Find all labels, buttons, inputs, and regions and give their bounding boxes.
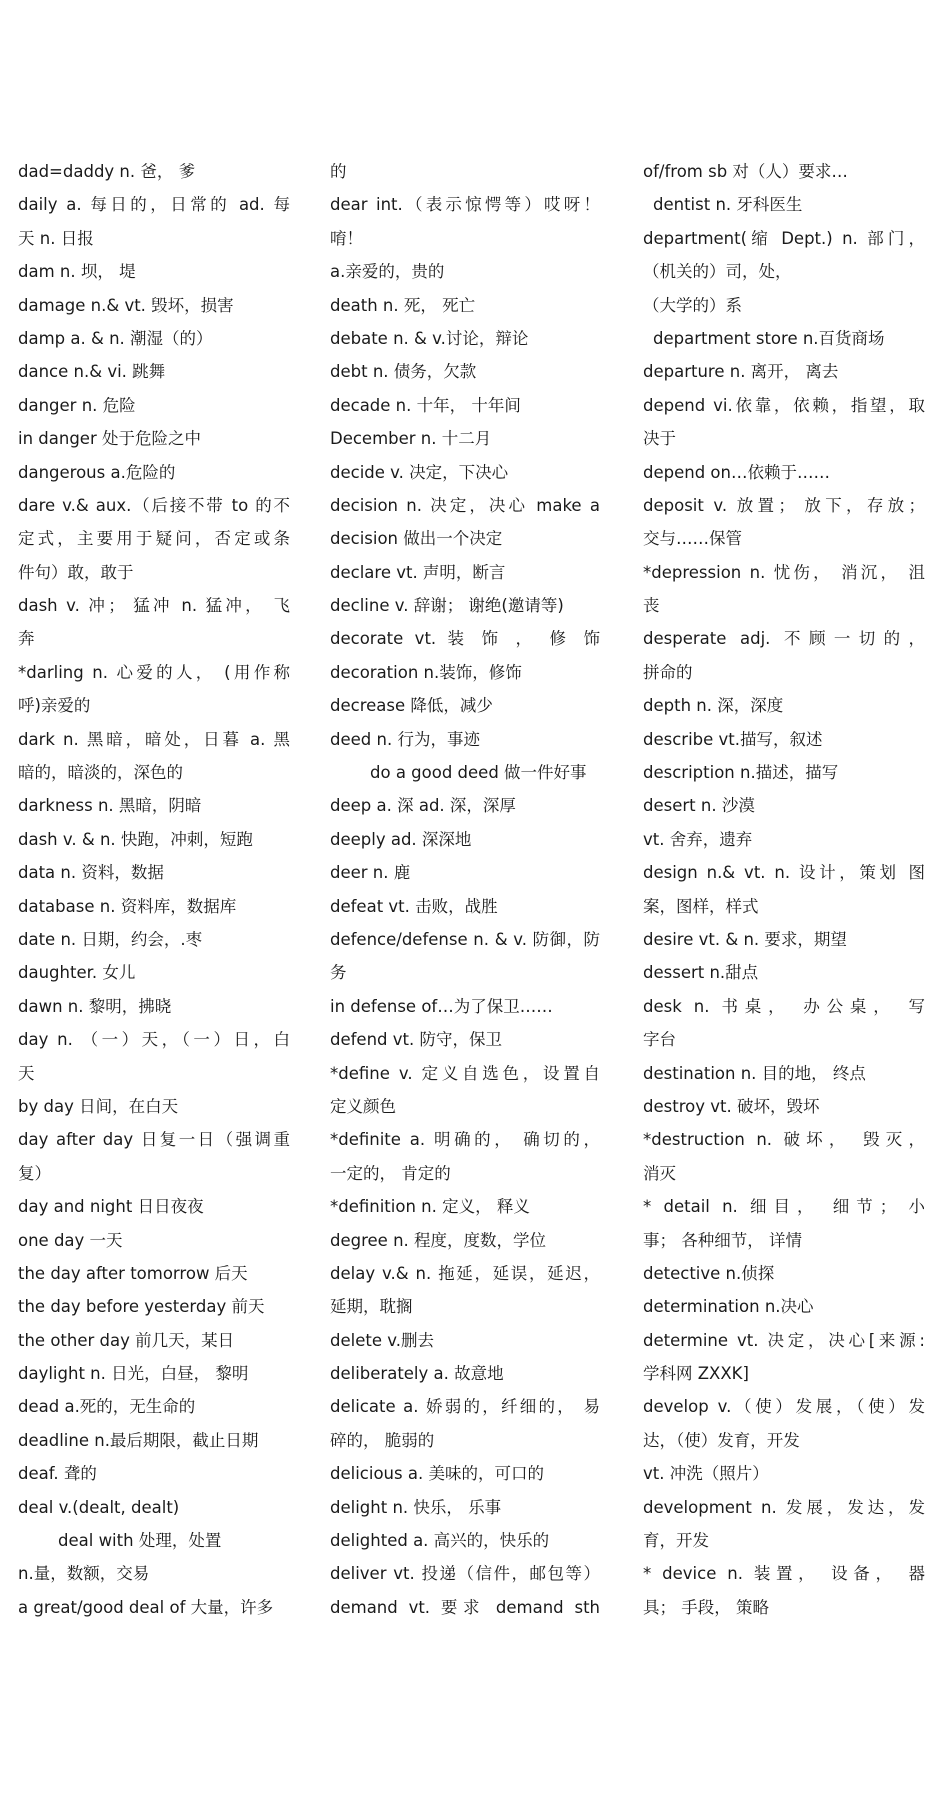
- entry-line: * device n. 装置， 设备， 器: [643, 1564, 925, 1584]
- entry-line: develop v.（使）发展，（使）发: [643, 1397, 925, 1417]
- entry-line: decorate vt. 装 饰 ， 修 饰: [330, 629, 600, 649]
- entry-line: deadline n.最后期限，截止日期: [18, 1430, 259, 1450]
- entry-line: determination n.决心: [643, 1297, 814, 1317]
- entry-line: dam n. 坝， 堤: [18, 262, 136, 282]
- column-3: [643, 155, 925, 1624]
- entry-line: 唷！: [330, 228, 363, 248]
- entry-line: daylight n. 日光，白昼， 黎明: [18, 1364, 249, 1384]
- entry-line: dash v. & n. 快跑，冲刺，短跑: [18, 829, 253, 849]
- entry-line: department(缩 Dept.) n. 部门，: [643, 228, 925, 248]
- entry-line: desk n. 书桌， 办公桌， 写: [643, 996, 925, 1016]
- entry-line: vt. 冲洗（照片）: [643, 1464, 769, 1484]
- entry-line: 一定的， 肯定的: [330, 1163, 451, 1183]
- entry-line: depend on…依赖于……: [643, 462, 830, 482]
- entry-line: decoration n.装饰，修饰: [330, 662, 522, 682]
- entry-line: 事； 各种细节， 详情: [643, 1230, 802, 1250]
- entry-line: 消灭: [643, 1163, 676, 1183]
- entry-line: 呼)亲爱的: [18, 696, 91, 716]
- entry-line: n.量，数额，交易: [18, 1564, 150, 1584]
- entry-line: dance n.& vi. 跳舞: [18, 362, 166, 382]
- entry-line: daughter. 女儿: [18, 963, 136, 983]
- entry-line: 丧: [643, 596, 660, 616]
- entry-line: damage n.& vt. 毁坏，损害: [18, 295, 234, 315]
- entry-line: 字台: [643, 1030, 676, 1050]
- entry-line: in defense of…为了保卫……: [330, 996, 553, 1016]
- entry-line: 交与……保管: [643, 529, 742, 549]
- entry-line: dash v. 冲； 猛冲 n. 猛冲， 飞: [18, 596, 290, 616]
- entry-line: do a good deed 做一件好事: [370, 763, 587, 783]
- entry-line: December n. 十二月: [330, 429, 492, 449]
- entry-line: database n. 资料库，数据库: [18, 896, 237, 916]
- entry-line: destination n. 目的地， 终点: [643, 1063, 866, 1083]
- entry-line: defend vt. 防守，保卫: [330, 1030, 502, 1050]
- entry-line: deep a. 深 ad. 深，深厚: [330, 796, 516, 816]
- entry-line: delicious a. 美味的，可口的: [330, 1464, 544, 1484]
- entry-line: *depression n. 忧伤， 消沉， 沮: [643, 562, 925, 582]
- entry-line: day n. （一）天，（一）日，白: [18, 1030, 290, 1050]
- entry-line: depend vi.依靠，依赖，指望，取: [643, 395, 925, 415]
- entry-line: 决于: [643, 429, 676, 449]
- entry-line: defeat vt. 击败，战胜: [330, 896, 498, 916]
- entry-line: 定义颜色: [330, 1096, 396, 1116]
- entry-line: dentist n. 牙科医生: [653, 195, 803, 215]
- entry-line: a.亲爱的，贵的: [330, 262, 445, 282]
- entry-line: decline v. 辞谢； 谢绝(邀请等): [330, 596, 564, 616]
- entry-line: *definite a. 明确的， 确切的，: [330, 1130, 600, 1150]
- entry-line: day and night 日日夜夜: [18, 1197, 204, 1217]
- entry-line: the other day 前几天，某日: [18, 1330, 235, 1350]
- entry-line: day after day 日复一日（强调重: [18, 1130, 290, 1150]
- entry-line: 天: [18, 1063, 35, 1083]
- entry-line: deaf. 聋的: [18, 1464, 97, 1484]
- entry-line: describe vt.描写，叙述: [643, 729, 823, 749]
- entry-line: （机关的）司，处，: [643, 262, 792, 282]
- entry-line: 学科网 ZXXK]: [643, 1364, 749, 1384]
- entry-line: darkness n. 黑暗，阴暗: [18, 796, 202, 816]
- entry-line: delight n. 快乐， 乐事: [330, 1497, 502, 1517]
- entry-line: desperate adj. 不顾一切的，: [643, 629, 925, 649]
- entry-line: decide v. 决定，下决心: [330, 462, 509, 482]
- entry-line: 天 n. 日报: [18, 228, 94, 248]
- entry-line: decision 做出一个决定: [330, 529, 503, 549]
- entry-line: 暗的，暗淡的，深色的: [18, 763, 183, 783]
- entry-line: delete v.删去: [330, 1330, 434, 1350]
- entry-line: determine vt. 决定，决心[来源:: [643, 1330, 925, 1350]
- entry-line: by day 日间，在白天: [18, 1096, 179, 1116]
- entry-line: dad=daddy n. 爸， 爹: [18, 162, 196, 181]
- entry-line: *destruction n. 破坏， 毁灭，: [643, 1130, 925, 1150]
- entry-line: departure n. 离开， 离去: [643, 362, 839, 382]
- entry-line: of/from sb 对（人）要求…: [643, 162, 848, 181]
- entry-line: vt. 舍弃，遗弃: [643, 829, 753, 849]
- entry-line: deposit v. 放置； 放下，存放；: [643, 495, 925, 515]
- entry-line: description n.描述，描写: [643, 763, 839, 783]
- entry-line: *definition n. 定义， 释义: [330, 1197, 530, 1217]
- entry-line: defence/defense n. & v. 防御，防: [330, 929, 600, 949]
- entry-line: deed n. 行为，事迹: [330, 729, 480, 749]
- entry-line: dawn n. 黎明，拂晓: [18, 996, 172, 1016]
- entry-line: *define v. 定义自选色，设置自: [330, 1063, 600, 1083]
- entry-line: the day before yesterday 前天: [18, 1297, 265, 1317]
- entry-line: design n.& vt. n. 设计，策划 图: [643, 863, 925, 883]
- entry-line: delighted a. 高兴的，快乐的: [330, 1531, 550, 1551]
- entry-line: 定式，主要用于疑问，否定或条: [18, 529, 290, 549]
- entry-line: a great/good deal of 大量，许多: [18, 1597, 274, 1617]
- entry-line: 达，（使）发育，开发: [643, 1430, 800, 1450]
- entry-line: （大学的）系: [643, 295, 742, 315]
- entry-line: deal v.(dealt, dealt): [18, 1497, 180, 1517]
- entry-line: 复）: [18, 1163, 51, 1183]
- entry-line: in danger 处于危险之中: [18, 429, 201, 449]
- entry-line: 奔: [18, 629, 35, 649]
- entry-line: deliberately a. 故意地: [330, 1364, 504, 1384]
- entry-line: dead a.死的，无生命的: [18, 1397, 196, 1417]
- entry-line: death n. 死， 死亡: [330, 295, 476, 315]
- entry-line: deeply ad. 深深地: [330, 829, 472, 849]
- entry-line: 碎的， 脆弱的: [330, 1430, 435, 1450]
- column-1: [18, 155, 290, 1624]
- entry-line: date n. 日期，约会，.枣: [18, 929, 203, 949]
- entry-line: 具； 手段， 策略: [643, 1597, 769, 1617]
- entry-line: the day after tomorrow 后天: [18, 1263, 248, 1283]
- entry-line: deer n. 鹿: [330, 863, 411, 883]
- entry-line: degree n. 程度，度数，学位: [330, 1230, 547, 1250]
- entry-line: 的: [330, 162, 347, 181]
- entry-line: * detail n. 细目， 细节； 小: [643, 1197, 925, 1217]
- entry-line: 延期，耽搁: [330, 1297, 413, 1317]
- entry-line: department store n.百货商场: [653, 328, 885, 348]
- entry-line: delay v.& n. 拖延，延误，延迟，: [330, 1263, 600, 1283]
- entry-line: data n. 资料，数据: [18, 863, 164, 883]
- column-2: [330, 155, 600, 1624]
- entry-line: decision n. 决定，决心 make a: [330, 495, 600, 515]
- entry-line: demand vt. 要求 demand sth: [330, 1597, 600, 1617]
- entry-line: 育，开发: [643, 1531, 709, 1551]
- entry-line: dare v.& aux.（后接不带 to 的不: [18, 495, 290, 515]
- entry-line: declare vt. 声明，断言: [330, 562, 506, 582]
- entry-line: desire vt. & n. 要求，期望: [643, 929, 847, 949]
- entry-line: dear int.（表示惊愕等）哎呀！: [330, 195, 600, 215]
- entry-line: dessert n.甜点: [643, 963, 759, 983]
- entry-line: depth n. 深，深度: [643, 696, 784, 716]
- entry-line: danger n. 危险: [18, 395, 136, 415]
- entry-line: 案，图样，样式: [643, 896, 759, 916]
- entry-line: deliver vt. 投递（信件，邮包等）: [330, 1564, 600, 1584]
- entry-line: one day 一天: [18, 1230, 123, 1250]
- entry-line: daily a. 每日的，日常的 ad. 每: [18, 195, 290, 215]
- entry-line: dangerous a.危险的: [18, 462, 176, 482]
- entry-line: deal with 处理，处置: [58, 1531, 222, 1551]
- entry-line: 拼命的: [643, 662, 693, 682]
- entry-line: dark n. 黑暗，暗处，日暮 a. 黑: [18, 729, 290, 749]
- entry-line: desert n. 沙漠: [643, 796, 755, 816]
- entry-line: detective n.侦探: [643, 1263, 775, 1283]
- entry-line: decrease 降低，减少: [330, 696, 493, 716]
- entry-line: delicate a. 娇弱的，纤细的， 易: [330, 1397, 600, 1417]
- entry-line: debt n. 债务，欠款: [330, 362, 477, 382]
- entry-line: destroy vt. 破坏，毁坏: [643, 1096, 820, 1116]
- entry-line: 件句）敢，敢于: [18, 562, 134, 582]
- entry-line: 务: [330, 963, 347, 983]
- entry-line: damp a. & n. 潮湿（的）: [18, 328, 213, 348]
- entry-line: debate n. & v.讨论，辩论: [330, 328, 529, 348]
- entry-line: decade n. 十年， 十年间: [330, 395, 521, 415]
- entry-line: *darling n. 心爱的人， (用作称: [18, 662, 290, 682]
- entry-line: development n. 发展，发达，发: [643, 1497, 925, 1517]
